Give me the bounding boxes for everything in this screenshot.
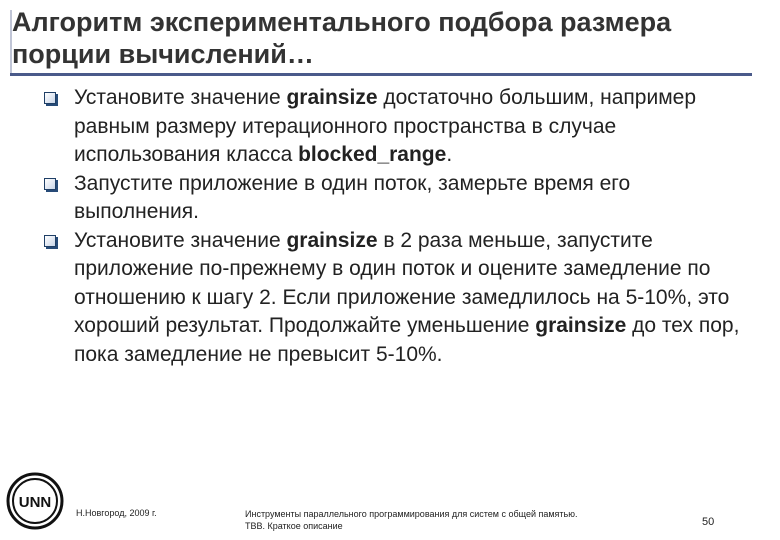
page-number: 50: [702, 516, 715, 528]
checkbox-bullet-icon: [44, 92, 56, 104]
slide-title: Алгоритм экспериментального подбора размера порции вычислений…: [12, 7, 672, 69]
university-logo-icon: [6, 472, 64, 530]
bullet-3-part-1: Установите значение: [74, 228, 287, 252]
bullet-text-2: Запустите приложение в один поток, замерьте время его выполнения.: [74, 171, 631, 223]
bullet-1-part-3: достаточно большим, например равным размеру итерационного пространства в случае использования класса: [74, 86, 697, 166]
logo-text: UNN: [18, 494, 52, 511]
checkbox-bullet-icon: [44, 178, 56, 190]
bullet-item-1: [0, 84, 760, 170]
bullet-3-part-4: grainsize: [535, 314, 627, 337]
bullet-list: [0, 84, 760, 369]
bullet-1-part-1: Установите значение: [74, 86, 287, 109]
bullet-3-part-2: grainsize: [286, 228, 378, 252]
bullet-3-part-5: до тех пор, пока замедление не превысит 5-10%.: [74, 314, 740, 366]
bullet-text-1: [74, 86, 696, 166]
bullet-item-2: [0, 170, 760, 227]
bullet-1-part-2: grainsize: [286, 86, 378, 109]
checkbox-bullet-icon: [44, 235, 56, 247]
footer-location-date: Н.Новгород, 2009 г.: [76, 508, 157, 518]
title-underline: [10, 73, 752, 76]
bullet-text-3: [74, 229, 739, 366]
bullet-1-part-4: blocked_range: [298, 143, 447, 166]
bullet-item-3: [0, 227, 760, 370]
bullet-1-part-5: .: [446, 143, 453, 166]
footer-course-line-2: TBB. Краткое описание: [245, 521, 343, 531]
footer-course: [245, 508, 578, 532]
footer-course-line-1: Инструменты параллельного программирования для систем с общей памятью.: [245, 509, 578, 519]
title-left-rule: [10, 10, 12, 74]
bullet-3-part-3: в 2 раза меньше, запустите приложение по-прежнему в один поток и оцените замедление по отношению к шагу 2. Если приложение замедлилось на 5-10%, это хороший результат. Продолжайте уменьшение: [74, 228, 730, 337]
